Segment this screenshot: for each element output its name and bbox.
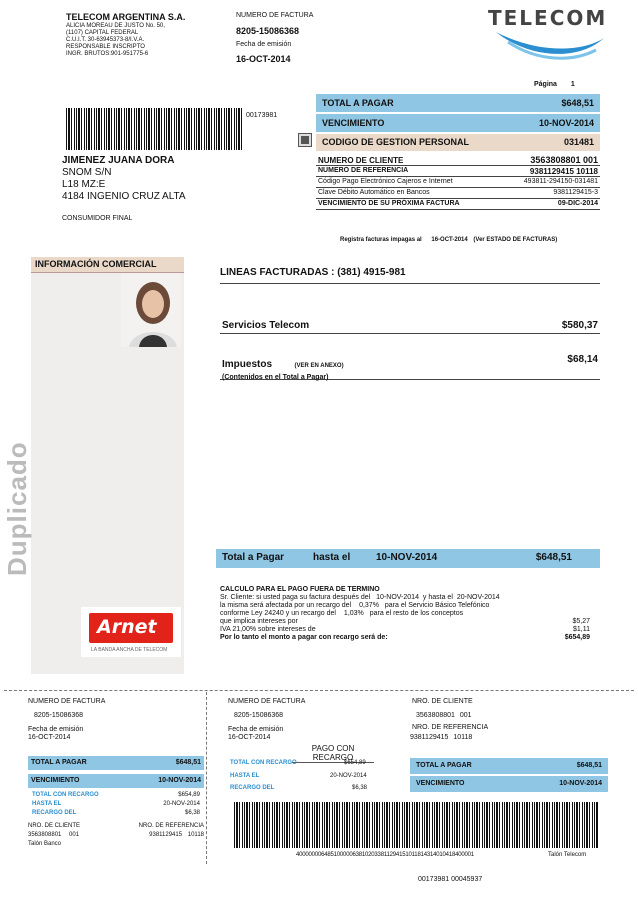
- late-calc-interest: $5,27: [572, 618, 590, 625]
- customer-type: CONSUMIDOR FINAL: [62, 215, 133, 222]
- bank-stub: [28, 698, 204, 864]
- company-ingr-brutos: INGR. BRUTOS:901-951775-6: [66, 51, 149, 57]
- billed-lines-title: LINEAS FACTURADAS : (381) 4915-981: [220, 267, 406, 278]
- services-amount: $580,37: [561, 319, 598, 331]
- telecom-stub-ref-suffix: 10118: [453, 734, 473, 741]
- telecom-stub-surcharge-amount: $654,89: [344, 760, 366, 766]
- late-calc-line-2: [220, 602, 590, 610]
- bank-stub-ref-label: NRO. DE REFERENCIA: [138, 823, 204, 829]
- bank-stub-invoice-label: NUMERO DE FACTURA: [28, 698, 106, 705]
- payment-barcode-number: 40000000648510000063810203381129415101181431401041840000​1: [296, 852, 474, 858]
- unpaid-note-suffix: (Ver ESTADO DE FACTURAS): [473, 237, 558, 243]
- bank-stub-emit-label: Fecha de emisión: [28, 726, 84, 733]
- arnet-tagline: LA BANDA ANCHA DE TELECOM: [91, 647, 168, 653]
- telecom-stub-total-label: TOTAL A PAGAR: [416, 762, 472, 769]
- detail-label: Código Pago Electrónico Cajeros e Internet: [318, 178, 453, 185]
- personal-code-label: CODIGO DE GESTION PERSONAL: [322, 137, 470, 147]
- telecom-stub-invoice-number: 8205-15086368: [234, 712, 284, 719]
- late-calc-text: para el resto de los conceptos: [369, 610, 464, 617]
- customer-address-3: 4184 INGENIO CRUZ ALTA: [62, 191, 186, 202]
- bank-stub-invoice-number: 8205-15086368: [34, 712, 84, 719]
- bank-stub-due-label: VENCIMIENTO: [31, 777, 80, 784]
- late-calc-text: para el Servicio Básico Telefónico: [384, 602, 490, 609]
- late-calc-text: conforme Ley 24240 y un recargo del: [220, 610, 336, 617]
- bank-stub-id-labels: [28, 823, 204, 830]
- payment-barcode: [234, 802, 598, 848]
- total-to-pay-label: TOTAL A PAGAR: [322, 97, 394, 108]
- bank-stub-due: 10-NOV-2014: [158, 777, 201, 784]
- telecom-stub-footer: Talón Telecom: [548, 852, 587, 858]
- company-cuit: C.U.I.T. 30-63945373-8/I.V.A.: [66, 37, 145, 43]
- customer-address-2: L18 MZ:E: [62, 179, 106, 190]
- telecom-stub-total: $648,51: [576, 762, 602, 769]
- bank-stub-fee-row: [28, 810, 204, 817]
- telecom-stub-due-label: VENCIMIENTO: [416, 780, 465, 787]
- duplicate-watermark: Duplicado: [2, 441, 32, 576]
- late-calc-text: Sr. Cliente: si usted paga su factura después del: [220, 594, 371, 601]
- taxes-label: Impuestos: [222, 359, 273, 370]
- customer-address-1: SNOM S/N: [62, 167, 112, 178]
- bank-stub-client-label: NRO. DE CLIENTE: [28, 823, 81, 829]
- telecom-stub-until-label: HASTA EL: [230, 773, 260, 779]
- cut-line-horizontal: [4, 690, 634, 691]
- telecom-stub-emit-label: Fecha de emisión: [228, 726, 284, 733]
- taxes-note: (VER EN ANEXO): [294, 363, 344, 369]
- taxes-amount: $68,14: [567, 354, 598, 365]
- telecom-stub-ref-label: NRO. DE REFERENCIA: [412, 724, 489, 731]
- due-date-label: VENCIMIENTO: [322, 117, 385, 128]
- late-calc-rate-other: 1,03%: [343, 610, 364, 617]
- account-details: [316, 155, 600, 210]
- bank-stub-total: $648,51: [175, 759, 201, 766]
- detail-label: VENCIMIENTO DE SU PRÓXIMA FACTURA: [318, 200, 460, 207]
- detail-row: [316, 177, 600, 188]
- detail-value: 09-DIC-2014: [557, 200, 598, 207]
- telecom-stub-client-suffix: 001: [459, 712, 472, 719]
- detail-value: 9381129415 10118: [529, 166, 598, 176]
- company-name: TELECOM ARGENTINA S.A.: [66, 12, 186, 22]
- bank-stub-until-row: [28, 801, 204, 808]
- detail-value: 493811-294150-031481: [523, 178, 598, 185]
- late-payment-calc: [220, 586, 590, 642]
- customer-block: [62, 155, 262, 223]
- telecom-stub: [228, 698, 610, 888]
- late-calc-line-4: [220, 618, 590, 626]
- late-calc-text: IVA 21,00% sobre intereses de: [220, 626, 316, 633]
- telecom-stub-due-bar: [410, 776, 608, 792]
- cut-line-vertical: [206, 692, 207, 864]
- bank-stub-surcharge-amount: $654,89: [178, 792, 200, 798]
- late-calc-final-amount: $654,89: [564, 634, 590, 641]
- bank-stub-until-label: HASTA EL: [32, 801, 62, 807]
- telecom-stub-fee-label: RECARGO DEL: [230, 785, 275, 791]
- emission-date-label: Fecha de emisión: [236, 41, 292, 48]
- billed-lines-header: [220, 267, 600, 284]
- arnet-logo-text: Arnet: [97, 616, 157, 638]
- total-due-date: 10-NOV-2014: [376, 552, 438, 563]
- bank-stub-ref: 9381129415: [149, 832, 183, 838]
- portrait-icon: [121, 273, 181, 347]
- company-responsible: RESPONSABLE INSCRIPTO: [66, 44, 145, 50]
- detail-label: NUMERO DE CLIENTE: [318, 155, 404, 165]
- late-calc-line-6: [220, 634, 590, 642]
- emission-date: 16-OCT-2014: [236, 54, 291, 64]
- telecom-stub-emit-date: 16-OCT-2014: [228, 734, 271, 741]
- total-due-amount: $648,51: [535, 552, 572, 563]
- late-calc-text: la misma será afectada por un recargo del: [220, 602, 352, 609]
- due-date-bar: [316, 114, 600, 132]
- telecom-swoosh-icon: [488, 28, 606, 68]
- telecom-stub-until-date: 20-NOV-2014: [330, 773, 367, 779]
- page-number: 1: [570, 81, 575, 88]
- bank-stub-until-date: 20-NOV-2014: [163, 801, 200, 807]
- late-calc-line-5: [220, 626, 590, 634]
- page-label: Página: [534, 81, 557, 88]
- bank-stub-fee: $6,38: [184, 810, 200, 816]
- page-indicator: [534, 81, 575, 89]
- arnet-ad: [81, 607, 181, 657]
- telecom-stub-ref: 9381129415: [410, 734, 449, 741]
- detail-row: [316, 166, 600, 177]
- woman-portrait-image: [121, 273, 181, 347]
- detail-label: Clave Débito Automático en Bancos: [318, 189, 430, 196]
- invoice-number: 8205-15086368: [236, 26, 300, 36]
- bank-stub-surcharge-label: TOTAL CON RECARGO: [32, 792, 99, 798]
- late-calc-iva: $1,11: [573, 626, 590, 633]
- bank-stub-fee-label: RECARGO DEL: [32, 810, 77, 816]
- bank-stub-total-label: TOTAL A PAGAR: [31, 759, 87, 766]
- detail-value: 9381129415-3: [553, 189, 598, 196]
- late-calc-line-1: [220, 594, 590, 602]
- barcode-side-icon: [298, 133, 312, 147]
- bank-stub-footer: Talón Banco: [28, 841, 62, 847]
- late-calc-date-from: 10-NOV-2014: [376, 594, 419, 601]
- invoice-header: [236, 12, 356, 65]
- late-calc-title: CALCULO PARA EL PAGO FUERA DE TERMINO: [220, 586, 380, 593]
- total-due-label: Total a Pagar: [222, 552, 285, 563]
- late-calc-text: que implica intereses por: [220, 618, 298, 625]
- total-due-until: hasta el: [313, 552, 351, 563]
- commercial-info-panel: [31, 257, 184, 674]
- bank-stub-client-suffix: 001: [69, 832, 80, 838]
- late-calc-line-3: [220, 610, 590, 618]
- bank-stub-client: 3563808801: [28, 832, 62, 838]
- arnet-logo: [89, 613, 173, 643]
- bank-stub-due-bar: [28, 774, 204, 788]
- telecom-logo-text: TELECOM: [488, 6, 608, 30]
- invoice-number-label: NUMERO DE FACTURA: [236, 12, 314, 19]
- detail-value: 3563808801 001: [530, 154, 598, 165]
- personal-code: 031481: [563, 137, 594, 147]
- company-address-1: ALICIA MOREAU DE JUSTO No. 50,: [66, 23, 165, 29]
- telecom-stub-total-bar: [410, 758, 608, 774]
- total-due-bar: [216, 549, 600, 568]
- telecom-stub-client-label: NRO. DE CLIENTE: [412, 698, 473, 705]
- customer-name: JIMENEZ JUANA DORA: [62, 155, 175, 166]
- total-to-pay-bar: [316, 94, 600, 112]
- commercial-info-title: INFORMACIÓN COMERCIAL: [31, 257, 184, 273]
- telecom-stub-bottom-number: 00173981 00045937: [418, 876, 483, 883]
- detail-row: [316, 188, 600, 199]
- total-to-pay-amount: $648,51: [561, 97, 594, 108]
- telecom-stub-surcharge-title: PAGO CON RECARGO: [292, 744, 374, 763]
- top-barcode-number: 00173981: [246, 112, 278, 119]
- telecom-stub-invoice-label: NUMERO DE FACTURA: [228, 698, 306, 705]
- unpaid-note-date: 16-OCT-2014: [431, 237, 468, 243]
- services-row: [220, 318, 600, 334]
- due-date: 10-NOV-2014: [538, 117, 594, 128]
- telecom-stub-client: 3563808801: [416, 712, 455, 719]
- unpaid-invoices-note: [340, 237, 557, 244]
- company-header: [66, 12, 226, 58]
- late-calc-date-to: 20-NOV-2014: [456, 594, 500, 601]
- bank-stub-ref-suffix: 10118: [187, 832, 204, 838]
- bank-stub-surcharge-row: [28, 792, 204, 799]
- detail-row: [316, 155, 600, 166]
- company-address-2: (1107) CAPITAL FEDERAL: [66, 30, 139, 36]
- bank-stub-emit-date: 16-OCT-2014: [28, 734, 71, 741]
- telecom-stub-surcharge-label: TOTAL CON RECARGO: [230, 760, 297, 766]
- late-calc-rate-basic: 0,37%: [359, 602, 379, 609]
- detail-label: NUMERO DE REFERENCIA: [318, 167, 409, 174]
- detail-row: [316, 199, 600, 210]
- personal-code-bar: [316, 134, 600, 151]
- telecom-logo: [488, 6, 606, 66]
- telecom-stub-due: 10-NOV-2014: [559, 780, 602, 787]
- bank-stub-total-bar: [28, 756, 204, 770]
- unpaid-note-text: Registra facturas impagas al: [340, 237, 422, 243]
- late-calc-text: y hasta el: [422, 594, 453, 601]
- taxes-subnote: (Contenidos en el Total a Pagar): [222, 374, 329, 381]
- taxes-row: [220, 354, 600, 380]
- telecom-stub-fee: $6,38: [352, 785, 368, 791]
- bank-stub-id-values: [28, 832, 204, 839]
- top-barcode: [66, 108, 243, 150]
- late-calc-text: Por lo tanto el monto a pagar con recargo será de:: [220, 634, 388, 641]
- services-label: Servicios Telecom: [222, 319, 310, 331]
